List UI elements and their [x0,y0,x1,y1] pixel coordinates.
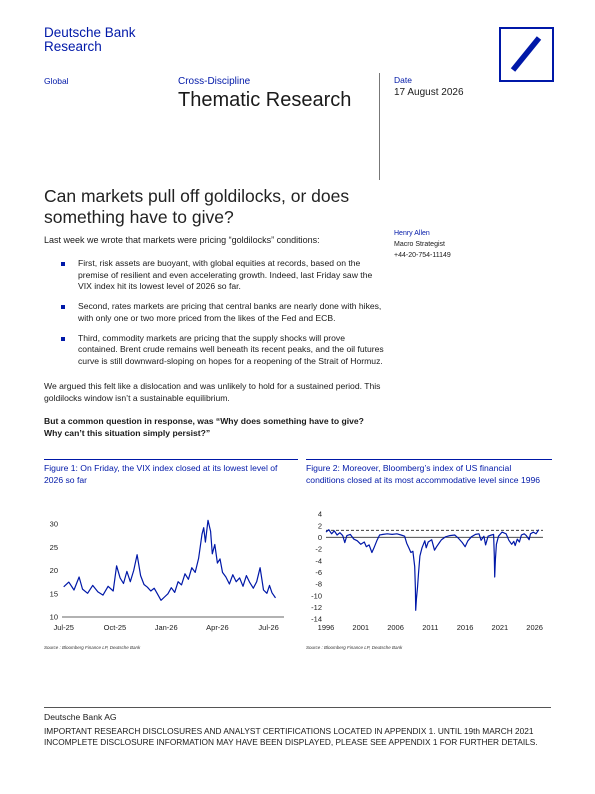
financial-conditions-line-chart [300,508,552,640]
list-item [44,301,384,324]
y-tick-label: 10 [49,612,58,622]
y-tick-label: 4 [317,509,322,519]
y-tick-label: 30 [49,519,58,529]
y-tick-label: 2 [317,521,322,531]
author-phone: +44-20-754-11149 [394,252,451,259]
figure-2-title: Figure 2: Moreover, Bloomberg’s index of US financial conditions closed at its most accommodative level since 1996 [306,459,552,486]
brand-line-1: Deutsche Bank [44,25,136,40]
y-tick-label: -2 [315,544,322,554]
y-tick-label: -14 [311,614,322,624]
y-tick-label: -6 [315,567,322,577]
list-item [44,258,384,293]
vix-series-line [64,520,276,600]
y-tick-label: 0 [317,532,322,542]
x-tick-label: 2001 [352,623,370,632]
body-question: But a common question in response, was “Why does something have to give? Why can’t this situation simply persist?” [44,416,364,438]
region-label: Global [44,76,69,86]
vix-line-chart [36,512,294,640]
y-tick-label: 20 [49,566,58,576]
figure-1-source: Source : Bloomberg Finance LP, Deutsche Bank [44,645,141,650]
x-tick-label: Oct-25 [103,623,127,632]
series-title: Thematic Research [178,89,352,111]
y-tick-label: 15 [49,589,58,599]
x-tick-label: 2026 [526,623,543,632]
y-tick-label: -12 [311,602,322,612]
figure-1-title: Figure 1: On Friday, the VIX index closed at its lowest level of 2026 so far [44,459,298,486]
author-name[interactable]: Henry Allen [394,230,430,237]
bullet-square-icon [61,305,65,309]
date-label: Date [394,75,412,85]
x-tick-label: 2006 [387,623,404,632]
author-title: Macro Strategist [394,241,445,248]
footer-company: Deutsche Bank AG [44,712,117,722]
body-paragraph: We argued this felt like a dislocation and was unlikely to hold for a sustained period. This goldilocks window isn’t a sustainable equilibrium. [44,381,381,403]
y-tick-label: -8 [315,579,322,589]
x-tick-label: 2021 [491,623,509,632]
x-tick-label: 2011 [422,623,439,632]
date-value: 17 August 2026 [394,87,464,98]
bullet-list [44,258,384,376]
bullet-square-icon [61,337,65,341]
y-tick-label: 25 [49,542,58,552]
category-label: Cross-Discipline [178,76,251,87]
list-item [44,333,384,368]
x-tick-label: Apr-26 [206,623,229,632]
figure-2-source: Source : Bloomberg Finance LP, Deutsche Bank [306,645,403,650]
x-tick-label: 1996 [317,623,335,632]
bullet-square-icon [61,262,65,266]
brand-name [44,26,136,54]
x-tick-label: Jul-25 [53,623,74,632]
brand-line-2: Research [44,39,102,54]
footer-divider [44,707,551,708]
logo-slash-icon [501,29,551,79]
x-tick-label: Jul-26 [258,623,279,632]
intro-text: Last week we wrote that markets were pricing “goldilocks” conditions: [44,235,320,245]
bullet-text: First, risk assets are buoyant, with global equities at records, based on the premise of resilient and even accelerating growth. Indeed, last Friday saw the VIX index hit its lowest level of 2026 so far. [78,258,373,291]
bullet-text: Third, commodity markets are pricing that the supply shocks will prove contained. Brent crude remains well beneath its recent peaks, and the oil futures curve is still downward-sloping on hopes for a reopening of the Strait of Hormuz. [78,332,384,366]
deutsche-bank-logo-icon [499,27,554,82]
y-tick-label: -4 [315,556,322,566]
financial-conditions-series-line [326,530,539,611]
bullet-text: Second, rates markets are pricing that central banks are nearly done with hikes, with only one or two more priced from the likes of the Fed and ECB. [78,301,382,323]
y-tick-label: -10 [311,591,322,601]
footer-disclosure: IMPORTANT RESEARCH DISCLOSURES AND ANALYST CERTIFICATIONS LOCATED IN APPENDIX 1. UNTIL 19th MARCH 2021 INCOMPLETE DISCLOSURE INFORMATION MAY HAVE BEEN DISPLAYED, PLEASE SEE APPENDIX 1 FOR FURTHER DETAILS. [44,726,538,747]
x-tick-label: Jan-26 [154,623,178,632]
page-title: Can markets pull off goldilocks, or does something have to give? [44,186,350,227]
x-tick-label: 2016 [456,623,474,632]
header-divider [379,73,380,180]
